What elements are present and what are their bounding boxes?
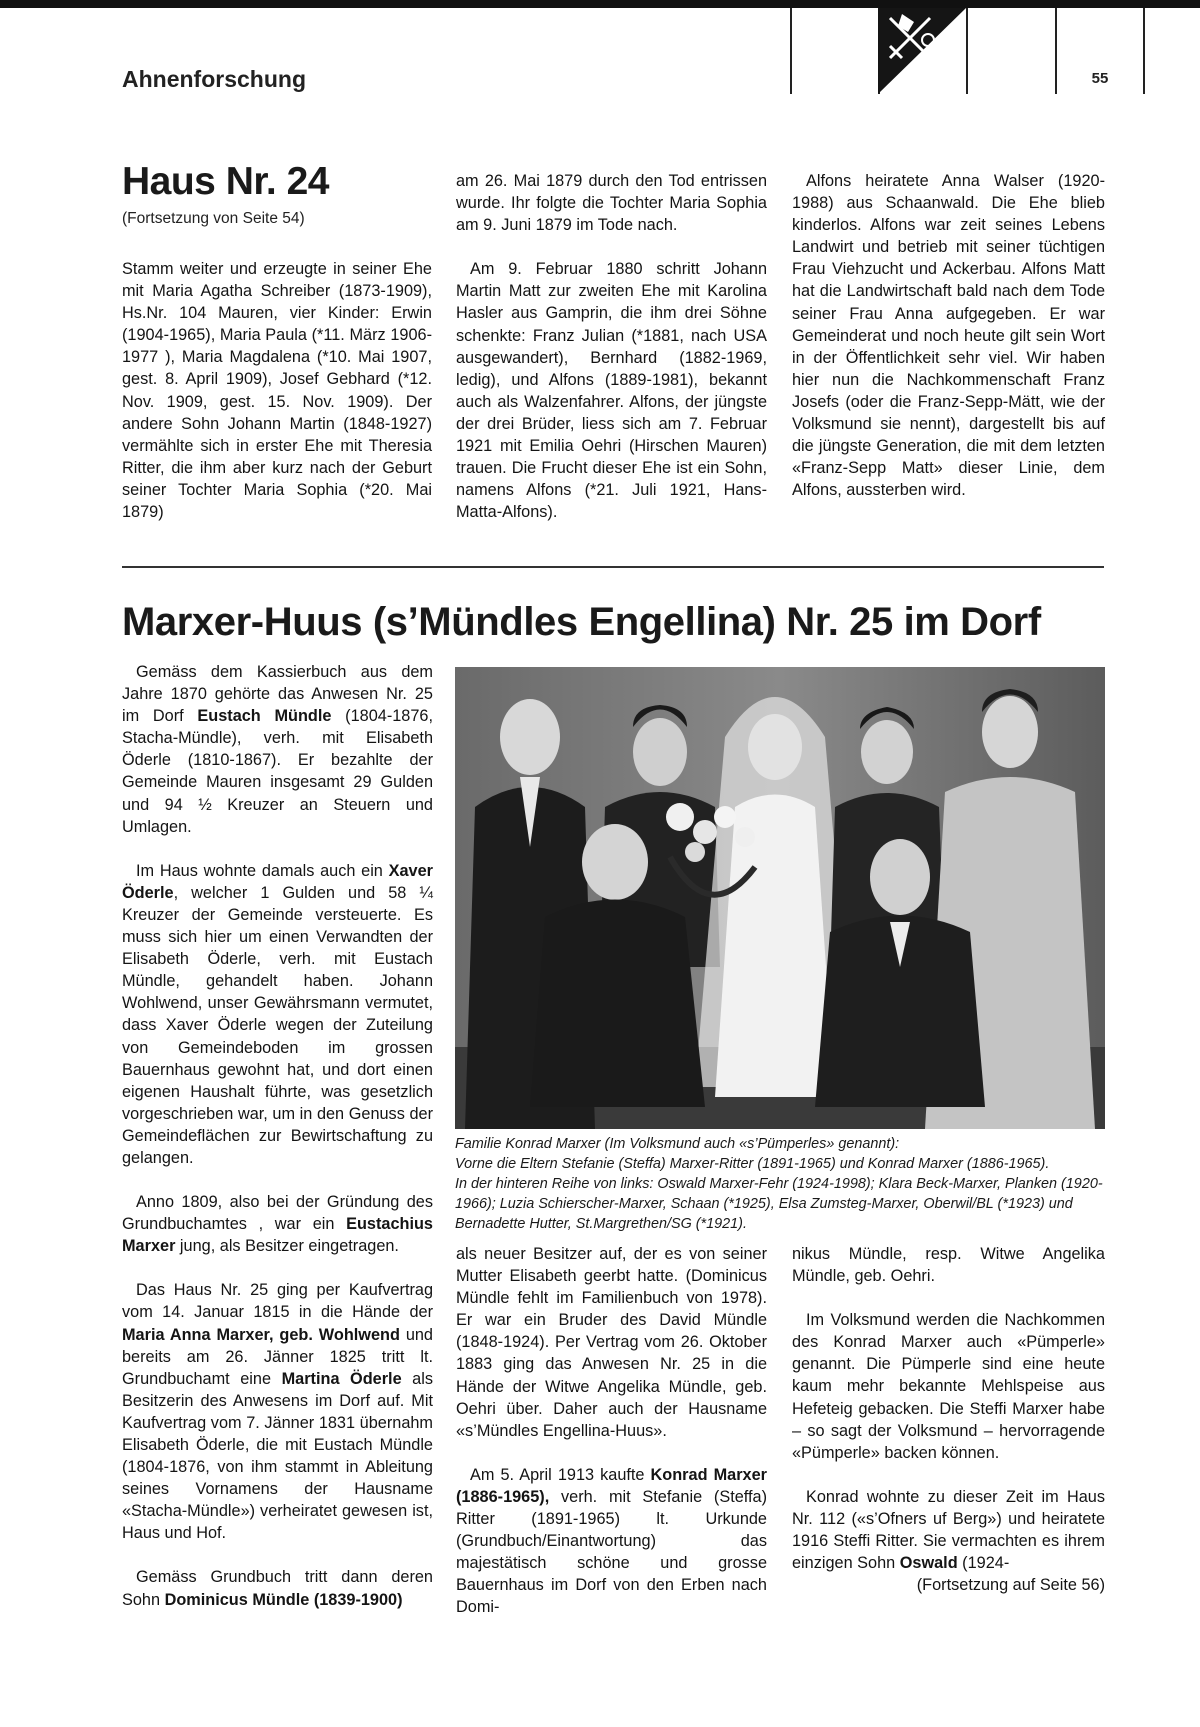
article1-column-1 xyxy=(122,258,432,523)
header-logo-band xyxy=(790,8,1200,94)
paragraph: Gemäss Grundbuch tritt dann deren Sohn Dominicus Mündle (1839-1900) xyxy=(122,1568,433,1609)
caption-line: Familie Konrad Marxer (Im Volksmund auch «s’Pümperles» genannt): xyxy=(455,1136,900,1152)
paragraph: nikus Mündle, resp. Witwe Angelika Mündle, geb. Oehri. xyxy=(792,1245,1105,1286)
caption-line: Vorne die Eltern Stefanie (Steffa) Marxer-Ritter (1891-1965) und Konrad Marxer (1886-1965). xyxy=(455,1156,1050,1172)
article2-column-3 xyxy=(792,1243,1105,1596)
paragraph: Am 5. April 1913 kaufte Konrad Marxer (1886-1965), verh. mit Stefanie (Steffa) Ritter (1891-1965) lt. Urkunde (Grundbuch/Einantwortung) das majestätisch schöne und grosse Bauernhaus im Dorf von den Erben nach Domi- xyxy=(456,1465,767,1617)
article-title-haus-24: Haus Nr. 24 xyxy=(122,160,329,203)
header-logo-graphic xyxy=(790,8,1200,94)
paragraph: Im Haus wohnte damals auch ein Xaver Öderle, welcher 1 Gulden und 58 ¼ Kreuzer der Gemeinde versteuerte. Es muss sich hier um einen Verwandten der Elisabeth Öderle, verh. mit Eustach Mündle, gehandelt haben. Johann Wohlwend, unser Gewährsmann vermutet, dass Xaver Öderle wegen der Zuteilung von Gemeindeboden im grossen Bauernhaus gewohnt hat, und dort einen eigenen Haushalt führte, was gesetzlich vorgeschrieben war, um in den Genuss der Gemeindeflächen zur Bewirtschaftung zu gelangen. xyxy=(122,861,433,1167)
family-photo xyxy=(455,667,1105,1129)
continued-to-note: (Fortsetzung auf Seite 56) xyxy=(916,1576,1105,1595)
article2-column-1 xyxy=(122,661,433,1611)
page-number: 55 xyxy=(1091,70,1109,87)
paragraph: Das Haus Nr. 25 ging per Kaufvertrag vom 14. Januar 1815 in die Hände der Maria Anna Marxer, geb. Wohlwend und bereits am 26. Jänner 1825 tritt lt. Grundbuchamt eine Martina Öderle als Besitzerin des Anwesens im Dorf auf. Mit Kaufvertrag vom 7. Jänner 1831 übernahm Elisabeth Öderle, die mit Eustach Mündle (1804-1876, von ihm stammt in Ableitung seines Vornamens der Hausname «Stacha-Mündle») verheiratet gewesen ist, Haus und Hof. xyxy=(122,1281,433,1543)
article1-column-2 xyxy=(456,170,767,523)
paragraph: Anno 1809, also bei der Gründung des Grundbuchamtes , war ein Eustachius Marxer jung, als Besitzer eingetragen. xyxy=(122,1193,433,1256)
continued-from-note: (Fortsetzung von Seite 54) xyxy=(122,210,305,227)
article2-column-2 xyxy=(456,1243,767,1619)
caption-line: In der hinteren Reihe von links: Oswald Marxer-Fehr (1924-1998); Klara Beck-Marxer, Planken (1920-1966); Luzia Schierscher-Marxer, Schaan (*1925), Elsa Zumsteg-Marxer, Oberwil/BL (*1923) und Bernadette Hutter, St.Margrethen/SG (*1921). xyxy=(455,1176,1103,1232)
section-label: Ahnenforschung xyxy=(122,66,306,92)
paragraph: als neuer Besitzer auf, der es von seiner Mutter Elisabeth geerbt hatte. (Dominicus Mündle fehlt im Familienbuch von 1978). Er war ein Bruder des David Mündle (1848-1924). Per Vertrag vom 26. Oktober 1883 ging das Anwesen Nr. 25 in die Hände der Witwe Angelika Mündle, geb. Oehri über. Daher auch der Hausname «s’Mündles Engellina-Huus». xyxy=(456,1245,767,1440)
paragraph: Gemäss dem Kassierbuch aus dem Jahre 1870 gehörte das Anwesen Nr. 25 im Dorf Eustach Mündle (1804-1876, Stacha-Mündle), verh. mit Elisabeth Öderle (1810-1867). Er bezahlte der Gemeinde Mauren insgesamt 29 Gulden und 94 ½ Kreuzer an Steuern und Umlagen. xyxy=(122,663,433,836)
paragraph: Im Volksmund werden die Nachkommen des Konrad Marxer auch «Pümperle» genannt. Die Pümperle sind eine heute kaum mehr bekannte Mehlspeise aus Hefeteig gebacken. Die Steffi Marxer habe – so sagt der Volksmund – hervorragende «Pümperle» backen können. xyxy=(792,1311,1105,1462)
article-title-marxer-huus: Marxer-Huus (s’Mündles Engellina) Nr. 25 im Dorf xyxy=(122,600,1041,644)
paragraph: am 26. Mai 1879 durch den Tod entrissen wurde. Ihr folgte die Tochter Maria Sophia am 9. Juni 1879 im Tode nach. xyxy=(456,172,767,235)
family-photo-illustration xyxy=(455,667,1105,1129)
article1-column-3 xyxy=(792,170,1105,501)
paragraph: Stamm weiter und erzeugte in seiner Ehe mit Maria Agatha Schreiber (1873-1909), Hs.Nr. 104 Mauren, vier Kinder: Erwin (1904-1965), Maria Paula (*11. März 1906-1977 ), Maria Magdalena (*10. Mai 1907, gest. 8. April 1909), Josef Gebhard (*12. Nov. 1909, gest. 15. Nov. 1909). Der andere Sohn Johann Martin (1848-1927) vermählte sich in erster Ehe mit Theresia Ritter, die ihm aber kurz nach der Geburt seiner Tochter Maria Sophia (*20. Mai 1879) xyxy=(122,260,432,522)
paragraph: Alfons heiratete Anna Walser (1920-1988) aus Schaanwald. Die Ehe blieb kinderlos. Alfons war zeit seines Lebens Landwirt und betrieb mit seiner tüchtigen Frau Viehzucht und Ackerbau. Alfons Matt hat die Landwirtschaft bald nach dem Tode seiner Frau Anna aufgegeben. Er war Gemeinderat und noch heute gilt sein Wort in der Öffentlichkeit sehr viel. Wir haben hier nun die Nachkommenschaft Franz Josefs (oder die Franz-Sepp-Mätt, wie der Volksmund sie nennt), dargestellt bis auf die jüngste Generation, die mit dem letzten «Franz-Sepp Matt» dieser Linie, dem Alfons, aussterben wird. xyxy=(792,172,1105,500)
top-border-line xyxy=(0,0,1200,8)
paragraph: Am 9. Februar 1880 schritt Johann Martin Matt zur zweiten Ehe mit Karolina Hasler aus Gamprin, die ihm drei Söhne schenkte: Franz Julian (*1881, nach USA ausgewandert), Bernhard (1882-1969, ledig), und Alfons (1889-1981), bekannt auch als Walzenfahrer. Alfons, der jüngste der drei Brüder, liess sich am 7. Februar 1921 mit Emilia Oehri (Hirschen Mauren) trauen. Die Frucht dieser Ehe ist ein Sohn, namens Alfons (*21. Juli 1921, Hans-Matta-Alfons). xyxy=(456,260,767,522)
paragraph: Konrad wohnte zu dieser Zeit im Haus Nr. 112 («s’Ofners uf Berg») und heiratete 1916 Steffi Ritter. Sie vermachten es ihrem einzigen Sohn Oswald (1924- xyxy=(792,1487,1105,1573)
photo-caption xyxy=(455,1134,1105,1234)
section-divider xyxy=(122,566,1104,568)
